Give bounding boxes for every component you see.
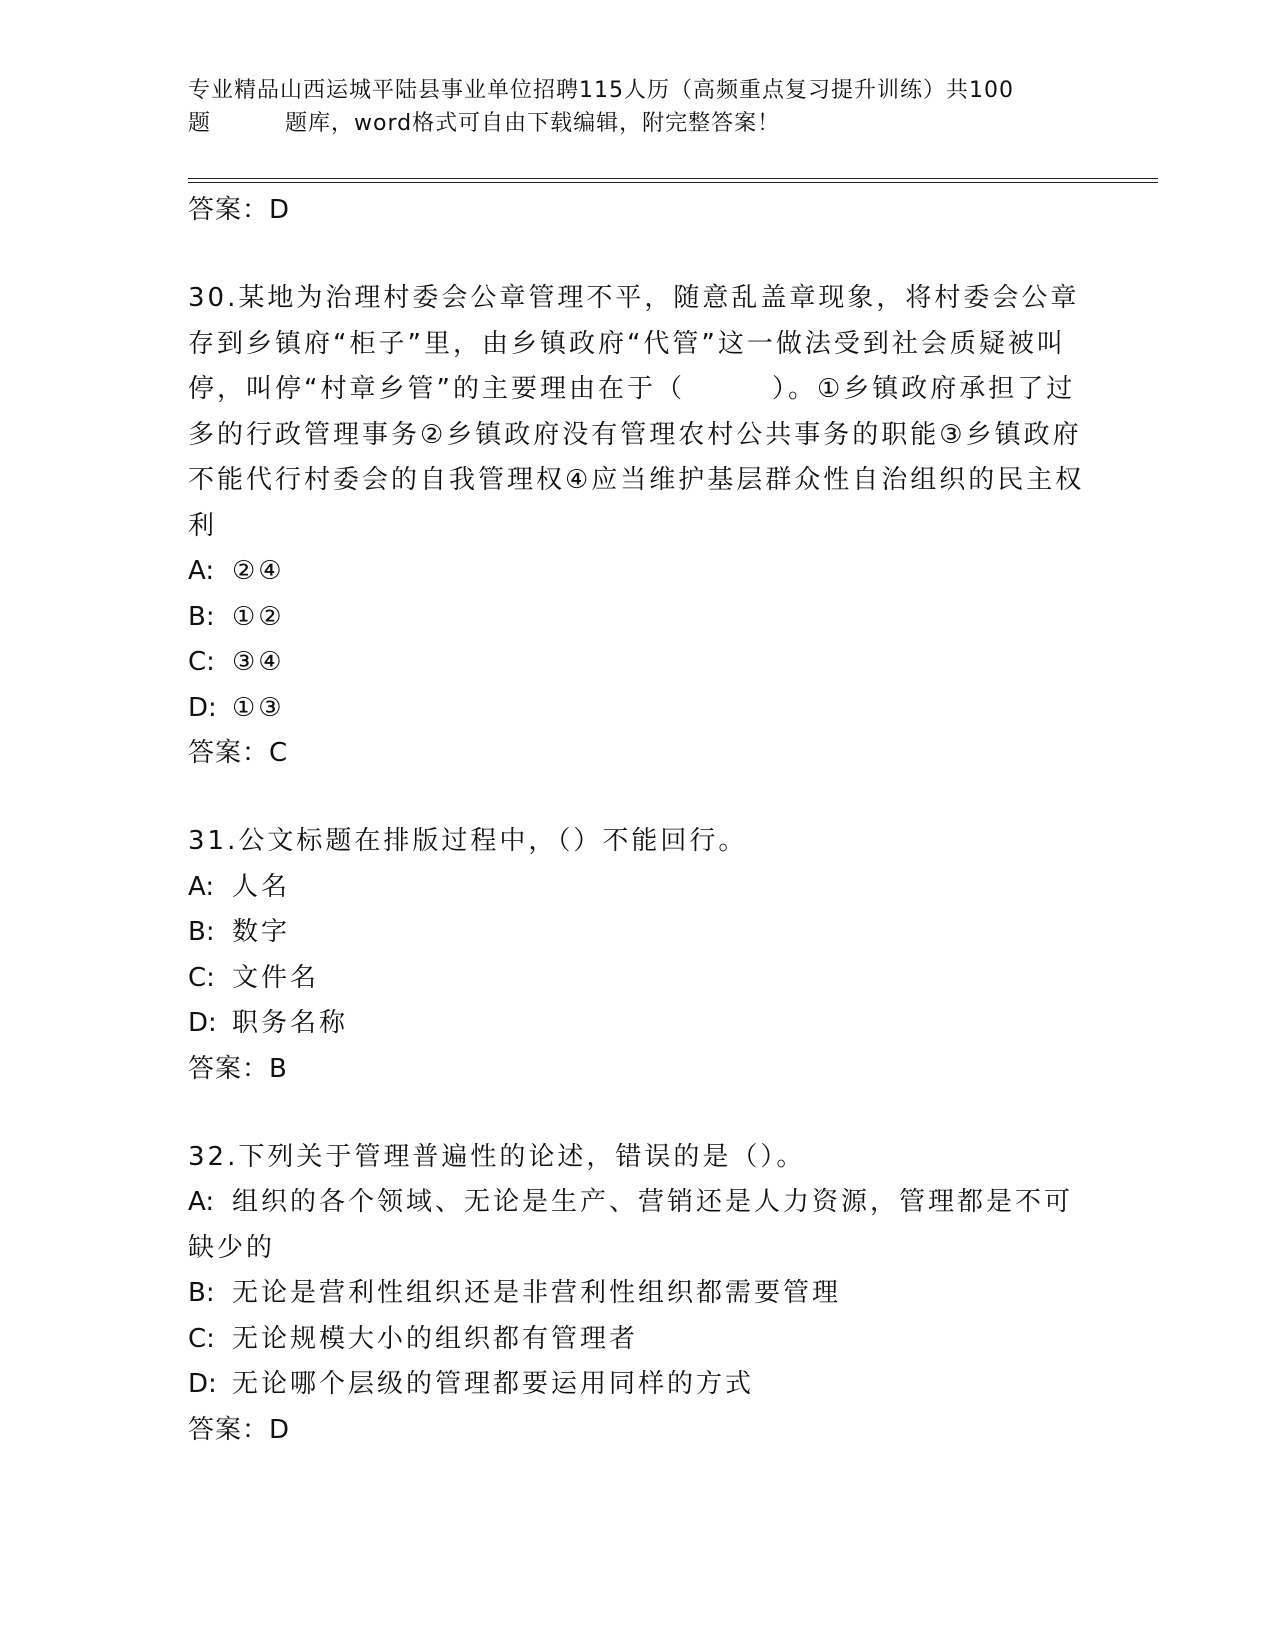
document-body: [188, 188, 1088, 1452]
option-text: 无论规模大小的组织都有管理者: [232, 1323, 639, 1354]
option-d: [188, 1362, 1088, 1408]
question-stem: 32.下列关于管理普遍性的论述，错误的是（）。: [188, 1141, 806, 1172]
option-text: 人名: [232, 871, 291, 902]
previous-answer: 答案：D: [188, 195, 291, 225]
header-line-1: 专业精品山西运城平陆县事业单位招聘115人历（高频重点复习提升训练）共100: [188, 78, 1014, 103]
option-b: [188, 1271, 1088, 1317]
option-d: [188, 686, 1088, 732]
option-letter: A:: [188, 871, 215, 902]
option-letter: C:: [188, 962, 215, 993]
answer: 答案：C: [188, 738, 289, 768]
option-letter: A:: [188, 556, 215, 586]
option-letter: C:: [188, 647, 215, 677]
option-b: [188, 910, 1088, 956]
header-rule-bottom: [188, 182, 1158, 183]
option-letter: D:: [188, 692, 217, 723]
option-letter: A:: [188, 1187, 215, 1217]
option-text: 组织的各个领域、无论是生产、营销还是人力资源，管理都是不可缺少的: [188, 1187, 1074, 1263]
question-stem: 30.某地为治理村委会公章管理不平，随意乱盖章现象，将村委会公章存到乡镇府“柜子”里，由乡镇政府“代管”这一做法受到社会质疑被叫停，叫停“村章乡管”的主要理由在于（ ）。①乡镇政府承担了过多的行政管理事务②乡镇政府没有管理农村公共事务的职能③乡镇政府不能代行村委会的自我管理权④应当维护基层群众性自治组织的民主权利: [188, 283, 1085, 541]
header-rule-top: [188, 178, 1158, 179]
header-line-2: [188, 107, 1088, 140]
question-32: [188, 1135, 1088, 1452]
option-letter: D:: [188, 1008, 217, 1038]
option-letter: B:: [188, 917, 215, 947]
option-letter: B:: [188, 601, 215, 632]
option-a: [188, 1180, 1088, 1271]
option-letter: D:: [188, 1369, 217, 1399]
answer: 答案：D: [188, 1414, 291, 1445]
answer: 答案：B: [188, 1053, 288, 1084]
option-b: [188, 595, 1088, 641]
option-text: ①②: [232, 601, 285, 632]
option-text: ②④: [232, 556, 285, 586]
option-text: 数字: [232, 917, 291, 947]
option-d: [188, 1001, 1088, 1047]
header-line-2-right: 题库，word格式可自由下载编辑，附完整答案！: [285, 111, 781, 136]
page-header: [188, 74, 1088, 140]
option-c: [188, 956, 1088, 1002]
option-a: [188, 865, 1088, 911]
header-line-2-left: 题: [188, 111, 212, 136]
option-text: ①③: [232, 692, 285, 723]
question-31: [188, 819, 1088, 1091]
option-letter: B:: [188, 1278, 215, 1308]
option-text: 文件名: [232, 962, 320, 993]
option-text: 无论哪个层级的管理都要运用同样的方式: [232, 1369, 755, 1399]
option-text: 无论是营利性组织还是非营利性组织都需要管理: [232, 1278, 842, 1308]
option-c: [188, 1317, 1088, 1363]
option-a: [188, 549, 1088, 595]
option-text: 职务名称: [232, 1008, 349, 1038]
option-text: ③④: [232, 647, 285, 677]
option-letter: C:: [188, 1323, 215, 1354]
question-30: [188, 276, 1088, 775]
question-stem: 31.公文标题在排版过程中，（）不能回行。: [188, 826, 748, 856]
option-c: [188, 640, 1088, 686]
